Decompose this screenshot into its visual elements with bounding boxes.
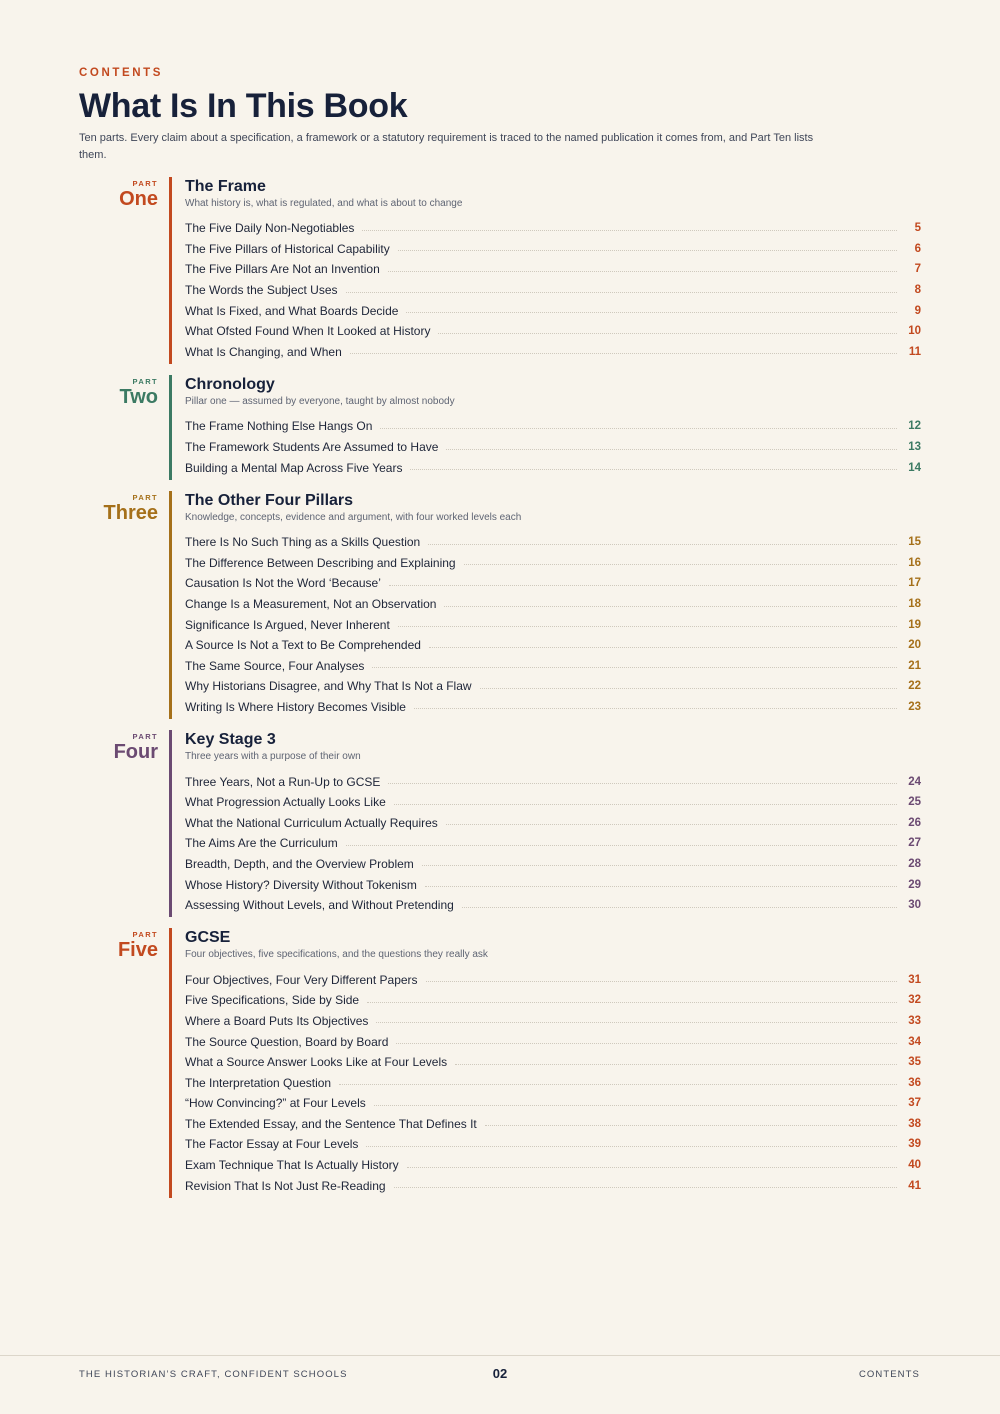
chapter-entry[interactable]: [185, 437, 921, 458]
chapter-title: What Is Changing, and When: [185, 344, 342, 359]
dot-leader: [455, 1064, 897, 1065]
chapter-title: What Progression Actually Looks Like: [185, 795, 386, 810]
chapter-title: The Source Question, Board by Board: [185, 1034, 389, 1049]
part-number: Four: [113, 741, 158, 764]
part-section: [79, 375, 921, 480]
chapter-page-number: 11: [908, 345, 921, 358]
chapter-page-number: 30: [908, 899, 921, 912]
dot-leader: [446, 824, 897, 825]
chapter-title: What Ofsted Found When It Looked at History: [185, 324, 431, 339]
dot-leader: [414, 708, 897, 709]
chapter-title: What a Source Answer Looks Like at Four Levels: [185, 1055, 448, 1070]
chapter-title: Change Is a Measurement, Not an Observation: [185, 597, 437, 612]
dot-leader: [394, 1187, 897, 1188]
part-word: PART: [132, 732, 158, 742]
chapter-entry[interactable]: [185, 1011, 921, 1032]
part-label: [79, 177, 158, 364]
chapter-entry[interactable]: [185, 833, 921, 854]
chapter-title: The Same Source, Four Analyses: [185, 658, 365, 673]
dot-leader: [388, 271, 897, 272]
chapter-entry[interactable]: [185, 239, 921, 260]
part-title: GCSE: [185, 929, 231, 947]
part-body: [169, 491, 921, 719]
part-number: Five: [117, 939, 158, 962]
chapter-entry[interactable]: [185, 532, 921, 553]
chapter-title: The Five Daily Non-Negotiables: [185, 221, 355, 236]
chapter-title: Breadth, Depth, and the Overview Problem: [185, 856, 414, 871]
chapter-entry[interactable]: [185, 218, 921, 239]
dot-leader: [407, 1167, 897, 1168]
part-label: [79, 375, 158, 480]
chapter-page-number: 38: [908, 1117, 921, 1130]
chapter-page-number: 33: [908, 1014, 921, 1027]
chapter-entry[interactable]: [185, 280, 921, 301]
chapter-title: Why Historians Disagree, and Why That Is Not a Flaw: [185, 679, 472, 694]
part-word: PART: [132, 492, 158, 502]
chapter-title: Causation Is Not the Word ‘Because’: [185, 576, 381, 591]
chapter-title: The Aims Are the Curriculum: [185, 836, 338, 851]
chapter-page-number: 14: [908, 461, 921, 474]
chapter-title: There Is No Such Thing as a Skills Question: [185, 535, 421, 550]
dot-leader: [339, 1084, 897, 1085]
chapter-entry[interactable]: [185, 416, 921, 437]
dot-leader: [372, 667, 897, 668]
chapter-page-number: 8: [914, 284, 921, 297]
part-title: The Frame: [185, 178, 266, 195]
chapter-entry[interactable]: [185, 553, 921, 574]
chapter-page-number: 41: [908, 1179, 921, 1192]
footer-section-name: CONTENTS: [858, 1369, 920, 1380]
chapter-entry[interactable]: [185, 854, 921, 875]
chapter-page-number: 27: [908, 837, 921, 850]
chapter-entry[interactable]: [185, 1031, 921, 1052]
chapter-title: Where a Board Puts Its Objectives: [185, 1013, 369, 1028]
chapter-title: “How Convincing?” at Four Levels: [185, 1096, 366, 1111]
chapter-page-number: 34: [908, 1035, 921, 1048]
intro-text: Ten parts. Every claim about a specification, a framework or a statutory requirement is traced to the named publication it comes from, and Part Ten lists them.: [79, 132, 814, 161]
part-subtitle: Four objectives, five specifications, and the questions they really ask: [185, 949, 488, 961]
chapter-page-number: 24: [908, 775, 921, 788]
chapter-entry[interactable]: [185, 1093, 921, 1114]
chapter-page-number: 5: [914, 222, 921, 235]
chapter-entry[interactable]: [185, 300, 921, 321]
chapter-page-number: 23: [908, 700, 921, 713]
chapter-page-number: 37: [908, 1097, 921, 1110]
chapter-page-number: 22: [908, 680, 921, 693]
page-footer: [0, 1355, 1000, 1414]
part-subtitle: Pillar one — assumed by everyone, taught by almost nobody: [185, 396, 455, 408]
chapter-entry[interactable]: [185, 697, 921, 718]
chapter-entry[interactable]: [185, 874, 921, 895]
dot-leader: [438, 333, 897, 334]
dot-leader: [462, 907, 897, 908]
part-title: Key Stage 3: [185, 731, 276, 749]
chapter-page-number: 28: [908, 857, 921, 870]
dot-leader: [346, 845, 897, 846]
chapter-title: Building a Mental Map Across Five Years: [185, 460, 403, 475]
footer-page-number: 02: [492, 1366, 508, 1381]
chapter-page-number: 31: [908, 973, 921, 986]
chapter-entry[interactable]: [185, 635, 921, 656]
part-section: [79, 177, 921, 364]
chapter-title: Whose History? Diversity Without Tokenism: [185, 877, 417, 892]
chapter-list: [185, 969, 921, 1196]
dot-leader: [410, 469, 897, 470]
chapter-entry[interactable]: [185, 895, 921, 916]
part-subtitle: What history is, what is regulated, and what is about to change: [185, 198, 463, 209]
chapter-entry[interactable]: [185, 321, 921, 342]
part-body: [169, 730, 921, 917]
chapter-entry[interactable]: [185, 990, 921, 1011]
part-number: Two: [119, 386, 158, 409]
part-title: Chronology: [185, 376, 275, 394]
dot-leader: [346, 292, 897, 293]
dot-leader: [380, 428, 897, 429]
chapter-entry[interactable]: [185, 457, 921, 478]
chapter-entry[interactable]: [185, 594, 921, 615]
footer-book-title: THE HISTORIAN’S CRAFT, CONFIDENT SCHOOLS: [79, 1369, 348, 1380]
dot-leader: [406, 312, 897, 313]
chapter-page-number: 17: [908, 577, 921, 590]
dot-leader: [425, 886, 897, 887]
dot-leader: [374, 1105, 897, 1106]
chapter-page-number: 9: [914, 304, 921, 317]
part-number: One: [119, 188, 158, 210]
dot-leader: [446, 449, 897, 450]
dot-leader: [396, 1043, 897, 1044]
chapter-page-number: 19: [908, 618, 921, 631]
chapter-entry[interactable]: [185, 1052, 921, 1073]
section-eyebrow: CONTENTS: [79, 67, 164, 79]
chapter-title: The Extended Essay, and the Sentence That Defines It: [185, 1116, 477, 1131]
chapter-page-number: 36: [908, 1076, 921, 1089]
chapter-page-number: 32: [908, 994, 921, 1007]
chapter-page-number: 29: [908, 878, 921, 891]
chapter-title: The Difference Between Describing and Explaining: [185, 555, 456, 570]
dot-leader: [388, 783, 897, 784]
dot-leader: [376, 1022, 897, 1023]
chapter-page-number: 35: [908, 1056, 921, 1069]
dot-leader: [394, 804, 897, 805]
chapter-entry[interactable]: [185, 259, 921, 280]
part-section: [79, 491, 921, 719]
dot-leader: [350, 353, 897, 354]
part-section: [79, 730, 921, 917]
chapter-title: The Interpretation Question: [185, 1075, 332, 1090]
dot-leader: [464, 564, 897, 565]
dot-leader: [485, 1125, 897, 1126]
dot-leader: [398, 250, 897, 251]
chapter-page-number: 16: [908, 556, 921, 569]
part-body: [169, 928, 921, 1198]
chapter-page-number: 15: [908, 536, 921, 549]
chapter-entry[interactable]: [185, 969, 921, 990]
chapter-title: Exam Technique That Is Actually History: [185, 1158, 399, 1173]
dot-leader: [429, 647, 897, 648]
chapter-list: [185, 416, 921, 478]
dot-leader: [366, 1146, 897, 1147]
dot-leader: [362, 230, 897, 231]
chapter-page-number: 21: [908, 659, 921, 672]
chapter-page-number: 6: [914, 242, 921, 255]
chapter-entry[interactable]: [185, 1114, 921, 1135]
chapter-entry[interactable]: [185, 1134, 921, 1155]
chapter-title: Writing Is Where History Becomes Visible: [185, 699, 406, 714]
chapter-title: The Words the Subject Uses: [185, 283, 338, 298]
dot-leader: [480, 688, 897, 689]
dot-leader: [428, 544, 897, 545]
chapter-page-number: 39: [908, 1138, 921, 1151]
chapter-title: Five Specifications, Side by Side: [185, 993, 360, 1008]
chapter-page-number: 10: [908, 325, 921, 338]
chapter-list: [185, 532, 921, 717]
part-body: [169, 375, 921, 480]
part-subtitle: Three years with a purpose of their own: [185, 751, 361, 763]
chapter-title: Significance Is Argued, Never Inherent: [185, 617, 390, 632]
chapter-page-number: 25: [908, 796, 921, 809]
chapter-page-number: 40: [908, 1159, 921, 1172]
chapter-title: Assessing Without Levels, and Without Pretending: [185, 898, 454, 913]
chapter-title: The Frame Nothing Else Hangs On: [185, 419, 373, 434]
chapter-title: Revision That Is Not Just Re-Reading: [185, 1178, 386, 1193]
chapter-title: The Five Pillars Are Not an Invention: [185, 262, 380, 277]
chapter-entry[interactable]: [185, 1175, 921, 1196]
chapter-entry[interactable]: [185, 614, 921, 635]
part-label: [79, 730, 158, 917]
chapter-page-number: 13: [908, 441, 921, 454]
dot-leader: [398, 626, 897, 627]
dot-leader: [426, 981, 897, 982]
chapter-title: What the National Curriculum Actually Requires: [185, 815, 438, 830]
dot-leader: [389, 585, 897, 586]
chapter-entry[interactable]: [185, 1155, 921, 1176]
part-title: The Other Four Pillars: [185, 491, 354, 509]
chapter-page-number: 12: [908, 420, 921, 433]
chapter-entry[interactable]: [185, 771, 921, 792]
chapter-title: What Is Fixed, and What Boards Decide: [185, 303, 399, 318]
contents-page: [79, 66, 921, 1209]
chapter-title: The Factor Essay at Four Levels: [185, 1137, 359, 1152]
parts-list: [79, 177, 921, 1198]
chapter-title: Four Objectives, Four Very Different Papers: [185, 972, 418, 987]
chapter-entry[interactable]: [185, 656, 921, 677]
chapter-entry[interactable]: [185, 812, 921, 833]
chapter-entry[interactable]: [185, 342, 921, 363]
chapter-title: Three Years, Not a Run-Up to GCSE: [185, 774, 381, 789]
chapter-page-number: 20: [908, 639, 921, 652]
dot-leader: [367, 1002, 897, 1003]
dot-leader: [444, 606, 897, 607]
part-label: [79, 928, 158, 1198]
page-title: What Is In This Book: [79, 87, 408, 125]
part-word: PART: [132, 377, 158, 387]
chapter-entry[interactable]: [185, 792, 921, 813]
part-number: Three: [103, 501, 158, 524]
dot-leader: [422, 865, 897, 866]
part-body: [169, 177, 921, 364]
chapter-list: [185, 771, 921, 915]
chapter-page-number: 7: [914, 263, 921, 276]
chapter-entry[interactable]: [185, 573, 921, 594]
part-subtitle: Knowledge, concepts, evidence and argument, with four worked levels each: [185, 511, 522, 523]
chapter-page-number: 18: [908, 598, 921, 611]
chapter-entry[interactable]: [185, 1072, 921, 1093]
part-word: PART: [132, 930, 158, 940]
chapter-title: The Framework Students Are Assumed to Have: [185, 440, 439, 455]
part-word: PART: [132, 179, 158, 188]
chapter-title: A Source Is Not a Text to Be Comprehended: [185, 638, 421, 653]
chapter-list: [185, 218, 921, 362]
chapter-entry[interactable]: [185, 676, 921, 697]
part-label: [79, 491, 158, 719]
chapter-title: The Five Pillars of Historical Capability: [185, 241, 390, 256]
chapter-page-number: 26: [908, 816, 921, 829]
part-section: [79, 928, 921, 1198]
